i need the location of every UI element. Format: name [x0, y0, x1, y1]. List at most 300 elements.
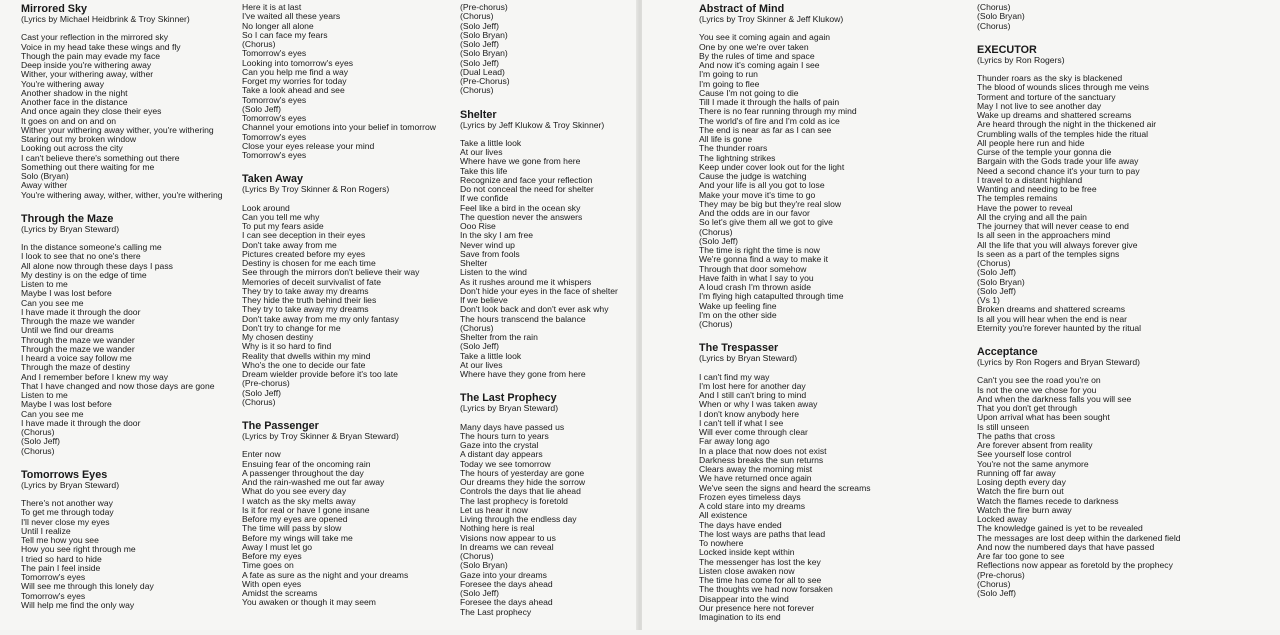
song-title: Tomorrows Eyes: [21, 468, 108, 481]
lyric-line: Our dreams they hide the sorrow: [460, 477, 586, 487]
lyric-line: Cast your reflection in the mirrored sky: [21, 32, 169, 43]
lyric-line: By the rules of time and space: [699, 50, 815, 61]
lyric-line: As it rushes around me it whispers: [460, 276, 592, 287]
lyric-line: Listen close awaken now: [699, 565, 795, 576]
lyric-line: All the crying and all the pain: [977, 211, 1087, 222]
lyric-line: (Solo Jeff): [460, 588, 500, 598]
lyric-line: Clears away the morning mist: [699, 464, 813, 474]
lyric-line: (Solo Jeff): [460, 341, 500, 352]
lyric-line: I've waited all these years: [242, 11, 341, 22]
lyric-line: Curse of the temple your gonna die: [977, 147, 1112, 157]
lyric-line: The temples remains: [977, 193, 1058, 204]
lyric-line: Need a second chance it's your turn to pay: [977, 165, 1140, 176]
song-block: [242, 3, 452, 160]
right-page: [642, 0, 1280, 630]
lyric-line: The messages are lost deep within the darkened field: [977, 532, 1181, 543]
lyric-line: Tomorrow's eyes: [21, 572, 86, 582]
song-title: Through the Maze: [21, 212, 114, 225]
lyric-line: And the odds are in our favor: [699, 208, 810, 218]
lyric-line: Torment and torture of the sanctuary: [977, 91, 1116, 102]
lyric-line: Before my wings will take me: [242, 532, 353, 543]
lyric-line: I'm on the other side: [699, 309, 777, 320]
song-title: The Trespasser: [699, 342, 779, 355]
song-credit: (Lyrics By Troy Skinner & Ron Rogers): [242, 184, 390, 195]
lyric-line: Take a look ahead and see: [242, 85, 345, 96]
song-block: [977, 44, 1237, 333]
lyric-line: Through that door somehow: [699, 263, 807, 274]
lyric-line: Gaze into the crystal: [460, 440, 539, 450]
lyric-line: You're not the same anymore: [977, 458, 1089, 469]
lyric-line: Pictures created before my eyes: [242, 248, 366, 259]
lyric-line: (Chorus): [460, 322, 494, 333]
lyric-line: I can't tell if what I see: [699, 417, 784, 428]
lyric-line: The paths that cross: [977, 430, 1055, 441]
lyric-line: A passenger throughout the day: [242, 467, 364, 478]
lyric-line: Bargain with the Gods trade your life away: [977, 156, 1139, 167]
lyric-line: Nothing here is real: [460, 523, 535, 534]
lyric-line: A cold stare into my dreams: [699, 501, 806, 511]
lyric-line: Wake up feeling fine: [699, 300, 777, 311]
lyric-line: I'm flying high catapulted through time: [699, 291, 844, 302]
lyric-line: I'll never close my eyes: [21, 516, 110, 527]
lyric-line: The hours turn to years: [460, 430, 549, 441]
lyric-line: The lost ways are paths that lead: [699, 528, 826, 539]
lyric-line: I have made it through the door: [21, 417, 141, 428]
song-credit: (Lyrics by Ron Rogers): [977, 54, 1065, 65]
lyrics-column: [977, 3, 1237, 611]
lyric-line: Until I realize: [21, 525, 71, 536]
lyric-line: (Solo Bryan): [460, 560, 508, 571]
lyric-line: Are forever absent from reality: [977, 440, 1093, 450]
lyric-line: Eternity you're forever haunted by the ritual: [977, 322, 1142, 333]
lyric-line: Will help me find the only way: [21, 599, 135, 610]
lyric-line: (Solo Bryan): [460, 48, 508, 59]
lyric-line: In a place that now does not exist: [699, 445, 827, 456]
lyric-line: Maybe I was lost before: [21, 288, 112, 299]
lyric-line: Can't you see the road you're on: [977, 375, 1101, 386]
lyric-line: The pain I feel inside: [21, 562, 101, 573]
lyric-line: Are far too gone to see: [977, 551, 1065, 561]
lyric-line: A fate as sure as the night and your dreams: [242, 569, 409, 580]
lyric-line: And I remember before I knew my way: [21, 371, 169, 382]
lyric-line: The question never the answers: [460, 211, 583, 222]
lyric-line: I tried so hard to hide: [21, 553, 102, 564]
lyric-line: The messenger has lost the key: [699, 556, 821, 567]
lyric-line: I'm lost here for another day: [699, 380, 806, 391]
lyric-line: Tomorrow's eyes: [242, 48, 307, 59]
lyric-line: You see it coming again and again: [699, 32, 831, 43]
song-block: [977, 346, 1237, 598]
lyric-line: May I not live to see another day: [977, 100, 1102, 111]
lyric-line: Frozen eyes timeless days: [699, 491, 801, 502]
lyric-line: And once again they close their eyes: [21, 106, 162, 117]
lyric-line: Cause the judge is watching: [699, 171, 807, 181]
lyric-line: The blood of wounds slices through me veins: [977, 82, 1149, 93]
lyric-line: (Chorus): [21, 445, 55, 456]
lyric-line: The hours transcend the balance: [460, 313, 586, 324]
lyric-line: With open eyes: [242, 578, 302, 589]
lyric-line: There is no fear running through my mind: [699, 106, 857, 117]
lyric-line: (Chorus): [21, 427, 55, 437]
lyric-line: (Solo Jeff): [977, 267, 1017, 278]
lyric-line: Time goes on: [242, 560, 294, 571]
lyric-line: Close your eyes release your mind: [242, 140, 375, 151]
lyric-line: Looking out across the city: [21, 143, 123, 154]
song-block: [699, 342, 959, 622]
lyric-line: Thunder roars as the sky is blackened: [977, 73, 1123, 83]
lyric-line: Can you see me: [21, 408, 84, 419]
lyric-line: Solo (Bryan): [21, 171, 69, 181]
left-page: [0, 0, 638, 630]
lyric-line: (Chorus): [242, 39, 276, 49]
lyric-line: (Pre-Chorus): [460, 76, 510, 86]
lyrics-column: [21, 3, 231, 623]
lyric-line: Don't look back and don't ever ask why: [460, 304, 609, 315]
lyric-line: Here it is at last: [242, 2, 302, 12]
lyric-line: They hide the truth behind their lies: [242, 295, 377, 305]
lyric-line: (Chorus): [460, 11, 494, 22]
lyric-line: Tomorrow's eyes: [242, 113, 307, 123]
lyric-line: Staring out my broken window: [21, 134, 137, 144]
lyric-line: Will see me through this lonely day: [21, 581, 154, 592]
lyric-line: Save from fools: [460, 248, 520, 259]
lyric-line: Crumbling walls of the temples hide the ritual: [977, 128, 1149, 139]
lyric-line: (Solo Jeff): [460, 20, 500, 31]
song-credit: (Lyrics by Ron Rogers and Bryan Steward): [977, 357, 1141, 367]
lyric-line: Before my eyes: [242, 551, 302, 561]
song-block: [699, 3, 959, 329]
song-block: [242, 420, 452, 608]
lyric-line: Don't try to change for me: [242, 322, 341, 333]
lyric-line: (Solo Jeff): [460, 39, 500, 49]
lyric-line: I watch as the sky melts away: [242, 495, 356, 506]
lyric-line: Till I made it through the halls of pain: [699, 97, 840, 107]
lyric-line: To put my fears aside: [242, 221, 324, 231]
lyric-line: Cause I'm not going to die: [699, 87, 799, 98]
lyric-line: Foresee the days ahead: [460, 578, 553, 589]
lyric-line: Before my eyes are opened: [242, 514, 348, 524]
lyric-line: Ooo Rise: [460, 221, 496, 231]
song-title: Abstract of Mind: [699, 3, 785, 15]
lyric-line: I heard a voice say follow me: [21, 353, 132, 363]
lyric-line: I can't believe there's something out there: [21, 152, 180, 163]
lyric-line: (Chorus): [460, 85, 494, 96]
lyric-line: When or why I was taken away: [699, 399, 818, 410]
lyric-line: Until we find our dreams: [21, 325, 114, 336]
lyric-line: Is seen as a part of the temples signs: [977, 248, 1120, 259]
lyric-line: Through the maze we wander: [21, 316, 135, 326]
song-block: [21, 469, 231, 610]
lyric-line: Something out there waiting for me: [21, 161, 155, 172]
lyric-line: You awaken or though it may seem: [242, 597, 376, 608]
lyric-line: Though the pain may evade my face: [21, 50, 161, 61]
lyric-line: Destiny is chosen for me each time: [242, 258, 376, 268]
lyric-line: Far away long ago: [699, 436, 770, 447]
lyric-line: Keep under cover look out for the light: [699, 161, 845, 172]
lyric-line: Is still unseen: [977, 421, 1030, 432]
lyric-line: (Pre-chorus): [242, 378, 290, 389]
lyric-line: In dreams we can reveal: [460, 541, 554, 552]
lyric-line: Tomorrow's eyes: [242, 150, 307, 160]
lyric-line: You're withering away, wither, wither, you're withering: [21, 189, 223, 200]
lyric-line: Why is it so hard to find: [242, 341, 332, 352]
song-credit: (Lyrics by Troy Skinner & Bryan Steward): [242, 431, 399, 441]
lyric-line: Watch the fire burn away: [977, 504, 1072, 515]
lyric-line: (Solo Jeff): [460, 57, 500, 68]
lyric-line: And now the numbered days that have passed: [977, 541, 1155, 552]
lyric-line: The world's of fire and I'm cold as ice: [699, 115, 840, 126]
lyric-line: The Last prophecy: [460, 606, 532, 617]
lyric-line: (Solo Jeff): [21, 436, 61, 447]
lyric-line: The time has come for all to see: [699, 575, 822, 585]
song-title: Acceptance: [977, 346, 1038, 358]
lyric-line: The days have ended: [699, 519, 782, 530]
lyric-line: Where have they gone from here: [460, 369, 586, 379]
lyric-line: Who's the one to decide our fate: [242, 359, 366, 370]
lyric-line: I look to see that no one's there: [21, 251, 141, 262]
lyric-line: And I still can't bring to mind: [699, 390, 807, 400]
lyric-line: Tomorrow's eyes: [242, 94, 307, 105]
lyric-line: You're withering away: [21, 78, 105, 89]
lyric-line: Ensuing fear of the oncoming rain: [242, 458, 371, 469]
lyric-line: Never wind up: [460, 239, 515, 250]
lyric-line: One by one we're over taken: [699, 41, 809, 52]
lyric-line: At our lives: [460, 359, 503, 370]
lyric-line: Have the power to reveal: [977, 202, 1073, 213]
lyric-line: So I can face my fears: [242, 29, 328, 40]
lyric-line: Forget my worries for today: [242, 76, 347, 86]
lyric-line: Feel like a bird in the ocean sky: [460, 202, 581, 213]
lyric-line: Tomorrow's eyes: [21, 590, 86, 601]
lyric-line: At our lives: [460, 147, 503, 157]
lyric-line: The hours of yesterday are gone: [460, 467, 585, 478]
lyric-line: Shelter: [460, 258, 488, 268]
lyric-line: Enter now: [242, 449, 281, 460]
lyric-line: The knowledge gained is yet to be revealed: [977, 523, 1143, 534]
lyric-line: Away wither: [21, 180, 68, 191]
lyric-line: Is all seen in the approachers mind: [977, 230, 1111, 241]
lyric-line: A loud crash I'm thrown aside: [699, 282, 811, 292]
song-block: [460, 392, 635, 617]
lyric-line: Maybe I was lost before: [21, 399, 112, 410]
lyric-line: Locked inside kept within: [699, 547, 795, 558]
lyric-line: I have made it through the door: [21, 306, 141, 317]
lyric-line: (Solo Jeff): [699, 235, 739, 246]
lyric-line: Dream wielder provide before it's too late: [242, 369, 398, 379]
lyric-line: Listen to me: [21, 279, 68, 289]
lyric-line: Gaze into your dreams: [460, 569, 547, 580]
lyric-line: To nowhere: [699, 538, 744, 548]
lyric-line: Make your move it's time to go: [699, 189, 816, 200]
lyric-line: Wanting and needing to be free: [977, 184, 1097, 194]
lyric-line: (Chorus): [977, 578, 1011, 589]
lyric-line: Will ever come through clear: [699, 427, 808, 437]
song-credit: (Lyrics by Bryan Steward): [21, 223, 120, 234]
lyric-line: Running off far away: [977, 467, 1056, 478]
lyric-line: Take a little look: [460, 350, 522, 361]
lyric-line: Can you see me: [21, 297, 84, 308]
lyric-line: They try to take away my dreams: [242, 285, 369, 296]
lyric-line: In the distance someone's calling me: [21, 242, 162, 252]
lyric-line: Foresee the days ahead: [460, 597, 553, 608]
lyric-line: A distant day appears: [460, 449, 543, 460]
lyric-line: The thoughts we had now forsaken: [699, 584, 833, 595]
song-title: The Passenger: [242, 420, 319, 432]
lyric-line: Is it for real or have I gone insane: [242, 504, 370, 515]
song-block: [21, 3, 231, 200]
lyric-line: Can you tell me why: [242, 211, 320, 222]
lyric-line: Is not the one we chose for you: [977, 384, 1097, 395]
lyric-line: (Dual Lead): [460, 66, 505, 77]
lyric-line: Broken dreams and shattered screams: [977, 304, 1126, 315]
lyric-line: Don't take away from me my only fantasy: [242, 313, 399, 324]
lyric-line: I'm going to flee: [699, 78, 760, 89]
lyric-line: Another shadow in the night: [21, 87, 128, 98]
lyric-line: Amidst the screams: [242, 588, 318, 598]
lyric-line: They may be big but they're real slow: [699, 198, 842, 209]
lyric-line: Losing depth every day: [977, 477, 1066, 487]
lyric-line: Are heard through the night in the thickened air: [977, 119, 1157, 130]
lyric-line: They try to take away my dreams: [242, 304, 369, 315]
lyric-line: We have returned once again: [699, 473, 812, 484]
song-credit: (Lyrics by Michael Heidbrink & Troy Skinner): [21, 14, 190, 24]
lyric-line: Watch the fire burn out: [977, 486, 1064, 497]
lyric-line: (Pre-chorus): [460, 2, 508, 12]
lyric-line: I can see deception in their eyes: [242, 230, 366, 241]
lyric-line: The time is right the time is now: [699, 245, 820, 255]
lyric-line: All people here run and hide: [977, 137, 1085, 148]
lyric-line: (Vs 1): [977, 295, 1000, 305]
lyric-line: How you see right through me: [21, 544, 136, 555]
lyric-line: (Solo Jeff): [242, 103, 282, 114]
lyric-line: Is all you will hear when the end is near: [977, 313, 1127, 324]
lyric-line: The lightning strikes: [699, 152, 776, 163]
song-title: Taken Away: [242, 173, 304, 186]
lyric-line: (Solo Bryan): [977, 11, 1025, 22]
lyric-line: (Chorus): [242, 396, 276, 407]
lyric-line: Looking into tomorrow's eyes: [242, 57, 354, 68]
lyric-line: Visions now appear to us: [460, 532, 556, 543]
lyric-line: (Chorus): [460, 551, 494, 561]
lyric-line: Listen to the wind: [460, 267, 527, 278]
lyric-line: Don't take away from me: [242, 239, 337, 250]
lyric-line: Today we see tomorrow: [460, 458, 551, 469]
lyric-line: Shelter from the rain: [460, 332, 538, 342]
lyric-line: Wither, your withering away, wither: [21, 69, 154, 80]
lyric-line: Darkness breaks the sun returns: [699, 454, 824, 465]
lyric-line: (Solo Jeff): [242, 387, 282, 398]
lyric-line: Can you help me find a way: [242, 66, 349, 77]
lyric-line: So let's give them all we got to give: [699, 217, 833, 228]
lyric-line: We're gonna find a way to make it: [699, 254, 829, 265]
lyric-line: Many days have passed us: [460, 421, 565, 432]
song-credit: (Lyrics by Bryan Steward): [699, 353, 798, 364]
lyrics-column: [460, 3, 635, 630]
lyric-line: (Solo Bryan): [460, 29, 508, 40]
lyric-line: Reflections now appear as foretold by the prophecy: [977, 560, 1173, 571]
song-block: [21, 213, 231, 456]
lyric-line: See through the mirrors don't believe their way: [242, 267, 420, 278]
song-credit: (Lyrics by Bryan Steward): [21, 479, 120, 490]
lyric-line: Take this life: [460, 165, 508, 176]
lyrics-column: [242, 3, 452, 621]
lyric-line: And now it's coming again I see: [699, 60, 820, 70]
song-title: Mirrored Sky: [21, 3, 88, 15]
lyrics-column: [699, 3, 959, 635]
song-credit: (Lyrics by Troy Skinner & Jeff Klukow): [699, 14, 844, 24]
song-credit: (Lyrics by Jeff Klukow & Troy Skinner): [460, 119, 605, 130]
lyric-line: (Solo Jeff): [977, 588, 1017, 598]
song-title: The Last Prophecy: [460, 392, 557, 405]
lyric-line: All existence: [699, 510, 748, 521]
lyric-line: See yourself lose control: [977, 449, 1072, 460]
lyric-line: To get me through today: [21, 507, 114, 518]
lyric-line: If we confide: [460, 193, 509, 204]
lyric-line: The thunder roars: [699, 143, 768, 154]
lyric-line: And when the darkness falls you will see: [977, 393, 1132, 404]
lyric-line: That you don't get through: [977, 403, 1078, 413]
lyric-line: I don't know anybody here: [699, 408, 800, 419]
lyric-line: We've seen the signs and heard the screams: [699, 482, 871, 493]
lyric-line: My destiny is on the edge of time: [21, 269, 147, 280]
lyric-line: The end is near as far as I can see: [699, 124, 832, 135]
lyric-line: Channel your emotions into your belief in tomorrow: [242, 122, 436, 133]
lyric-line: (Chorus): [699, 319, 733, 329]
lyric-line: That I have changed and now those days are gone: [21, 380, 215, 391]
song-block: [242, 173, 452, 407]
lyric-line: And your life is all you got to lose: [699, 180, 825, 191]
lyric-line: Living through the endless day: [460, 514, 577, 524]
lyric-line: My chosen destiny: [242, 332, 314, 342]
lyric-line: All alone now through these days I pass: [21, 260, 173, 271]
lyric-line: Don't hide your eyes in the face of shelter: [460, 285, 618, 296]
lyric-line: Reality that dwells within my mind: [242, 350, 371, 361]
lyric-line: Watch the flames recede to darkness: [977, 495, 1119, 506]
lyric-line: I'm going to run: [699, 69, 758, 80]
lyric-line: Through the maze we wander: [21, 334, 135, 345]
song-block: [460, 3, 635, 96]
lyric-line: Another face in the distance: [21, 97, 128, 107]
lyric-line: Look around: [242, 202, 290, 213]
song-credit: (Lyrics by Bryan Steward): [460, 403, 559, 414]
lyric-line: It goes on and on and on: [21, 115, 117, 126]
lyric-line: Upon arrival what has been sought: [977, 412, 1110, 423]
lyric-line: Away I must let go: [242, 541, 313, 552]
lyric-line: Through the maze we wander: [21, 343, 135, 354]
lyric-line: The time will pass by slow: [242, 523, 342, 534]
lyric-line: (Chorus): [977, 20, 1011, 31]
lyric-line: Wither your withering away wither, you're withering: [21, 124, 214, 135]
lyric-line: (Chorus): [977, 258, 1011, 268]
lyric-line: Voice in my head take these wings and fly: [21, 41, 181, 52]
lyric-line: Tomorrow's eyes: [242, 131, 307, 142]
lyric-line: All the life that you will always forever give: [977, 239, 1138, 250]
lyric-line: Tell me how you see: [21, 535, 99, 545]
lyric-line: In the sky I am free: [460, 230, 534, 241]
lyric-line: Disappear into the wind: [699, 593, 789, 604]
lyric-line: Recognize and face your reflection: [460, 174, 593, 185]
lyric-line: (Pre-chorus): [977, 569, 1025, 580]
lyric-line: (Chorus): [977, 2, 1011, 12]
lyric-line: Our presence here not forever: [699, 602, 815, 613]
lyric-line: The journey that will never cease to end: [977, 221, 1129, 231]
lyric-line: Imagination to its end: [699, 612, 781, 622]
lyric-line: Listen to me: [21, 390, 68, 400]
lyric-line: If we believe: [460, 295, 508, 305]
lyric-line: I can't find my way: [699, 371, 770, 382]
song-block: [977, 3, 1237, 31]
lyric-line: What do you see every day: [242, 486, 347, 497]
